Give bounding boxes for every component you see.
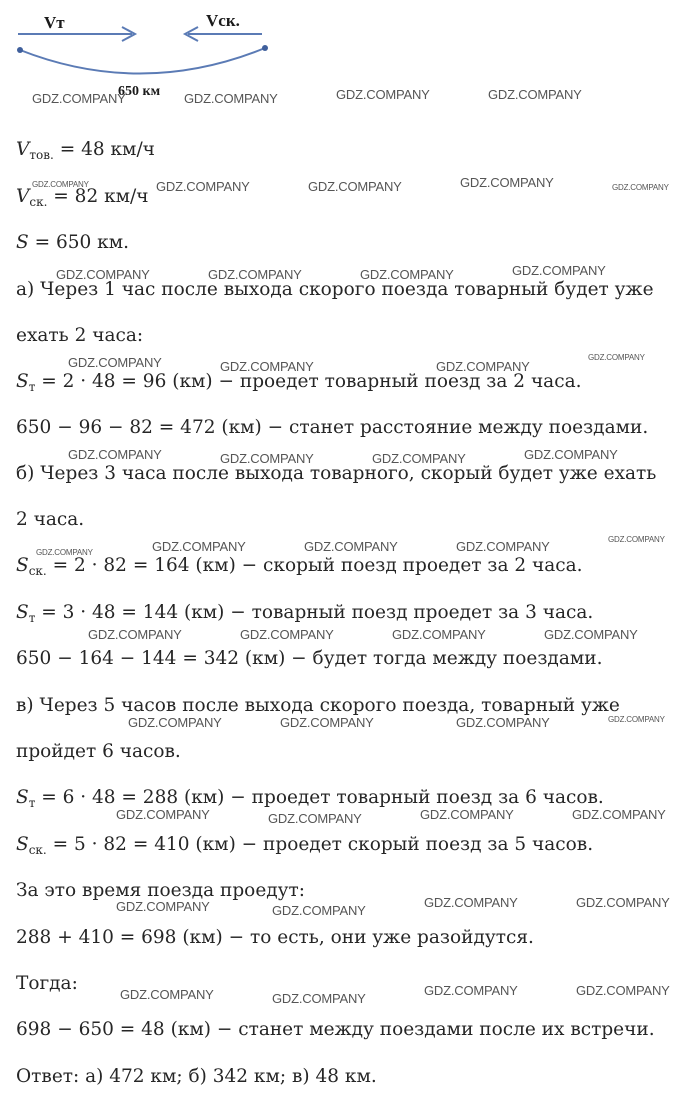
watermark: GDZ.COMPANY (280, 715, 374, 730)
watermark: GDZ.COMPANY (272, 991, 366, 1006)
part-c-step3: За это время поезда проедут: (16, 880, 306, 901)
watermark: GDZ.COMPANY (268, 811, 362, 826)
watermark: GDZ.COMPANY (608, 535, 665, 544)
part-b-intro: б) Через 3 часа после выхода товарного, скорый будет уже ехать (16, 463, 657, 484)
given-v-express: $V_{ск.} = 82$ км/ч (16, 186, 149, 209)
end-point (262, 45, 268, 51)
watermark: GDZ.COMPANY (116, 899, 210, 914)
part-b-step3: 650 − 164 − 144 = 342 (км) − будет тогда между поездами. (16, 648, 603, 669)
watermark: GDZ.COMPANY (544, 627, 638, 642)
part-c-step4: 288 + 410 = 698 (км) − то есть, они уже разойдутся. (16, 927, 534, 948)
part-c-step1: $S_т = 6 \cdot 48 = 288$ (км) − проедет товарный поезд за 6 часов. (16, 787, 604, 810)
distance-arc (20, 48, 265, 74)
part-a-step1: $S_т = 2 \cdot 48 = 96$ (км) − проедет товарный поезд за 2 часа. (16, 371, 582, 394)
part-a-intro-cont: ехать 2 часа: (16, 325, 144, 346)
part-c-step6: 698 − 650 = 48 (км) − станет между поездами после их встречи. (16, 1019, 655, 1040)
label-v-express: Vск. (206, 11, 240, 30)
watermark: GDZ.COMPANY (372, 451, 466, 466)
part-c-step2: $S_{ск.} = 5 \cdot 82 = 410$ (км) − проедет скорый поезд за 5 часов. (16, 834, 594, 857)
watermark: GDZ.COMPANY (156, 179, 250, 194)
watermark: GDZ.COMPANY (360, 267, 454, 282)
watermark: GDZ.COMPANY (128, 715, 222, 730)
part-a-intro: а) Через 1 час после выхода скорого поезда товарный будет уже (16, 279, 654, 300)
watermark: GDZ.COMPANY (272, 903, 366, 918)
watermark: GDZ.COMPANY (220, 451, 314, 466)
watermark: GDZ.COMPANY (576, 895, 670, 910)
watermark: GDZ.COMPANY (612, 183, 669, 192)
watermark: GDZ.COMPANY (240, 627, 334, 642)
watermark: GDZ.COMPANY (88, 627, 182, 642)
watermark: GDZ.COMPANY (116, 807, 210, 822)
watermark: GDZ.COMPANY (608, 715, 665, 724)
part-b-step1: $S_{ск.} = 2 \cdot 82 = 164$ (км) − скорый поезд проедет за 2 часа. (16, 555, 583, 578)
watermark: GDZ.COMPANY (68, 355, 162, 370)
watermark: GDZ.COMPANY (460, 175, 554, 190)
watermark: GDZ.COMPANY (456, 715, 550, 730)
watermark: GDZ.COMPANY (32, 180, 89, 189)
watermark: GDZ.COMPANY (68, 447, 162, 462)
watermark: GDZ.COMPANY (456, 539, 550, 554)
watermark: GDZ.COMPANY (308, 179, 402, 194)
given-distance: S = 650 км. (16, 232, 129, 253)
watermark: GDZ.COMPANY (576, 983, 670, 998)
given-v-freight: $V_{тов.} = 48$ км/ч (16, 139, 155, 162)
watermark: GDZ.COMPANY (184, 91, 278, 106)
watermark: GDZ.COMPANY (588, 353, 645, 362)
watermark: GDZ.COMPANY (436, 359, 530, 374)
watermark: GDZ.COMPANY (32, 91, 126, 106)
watermark: GDZ.COMPANY (56, 267, 150, 282)
watermark: GDZ.COMPANY (512, 263, 606, 278)
part-b-intro-cont: 2 часа. (16, 509, 85, 530)
watermark: GDZ.COMPANY (304, 539, 398, 554)
part-c-intro-cont: пройдет 6 часов. (16, 741, 181, 762)
watermark: GDZ.COMPANY (424, 895, 518, 910)
watermark: GDZ.COMPANY (152, 539, 246, 554)
watermark: GDZ.COMPANY (424, 983, 518, 998)
watermark: GDZ.COMPANY (36, 548, 93, 557)
part-c-intro: в) Через 5 часов после выхода скорого поезда, товарный уже (16, 695, 620, 716)
watermark: GDZ.COMPANY (336, 87, 430, 102)
part-a-step2: 650 − 96 − 82 = 472 (км) − станет расстояние между поездами. (16, 417, 649, 438)
watermark: GDZ.COMPANY (572, 807, 666, 822)
label-v-freight: Vт (44, 13, 65, 32)
answer-line: Ответ: а) 472 км; б) 342 км; в) 48 км. (16, 1066, 377, 1087)
watermark: GDZ.COMPANY (524, 447, 618, 462)
watermark: GDZ.COMPANY (392, 627, 486, 642)
part-c-step5: Тогда: (16, 973, 78, 994)
watermark: GDZ.COMPANY (420, 807, 514, 822)
watermark: GDZ.COMPANY (220, 359, 314, 374)
label-distance: 650 км (118, 84, 161, 99)
watermark: GDZ.COMPANY (120, 987, 214, 1002)
start-point (17, 47, 23, 53)
watermark: GDZ.COMPANY (488, 87, 582, 102)
part-b-step2: $S_т = 3 \cdot 48 = 144$ (км) − товарный поезд проедет за 3 часа. (16, 602, 594, 625)
watermark: GDZ.COMPANY (208, 267, 302, 282)
